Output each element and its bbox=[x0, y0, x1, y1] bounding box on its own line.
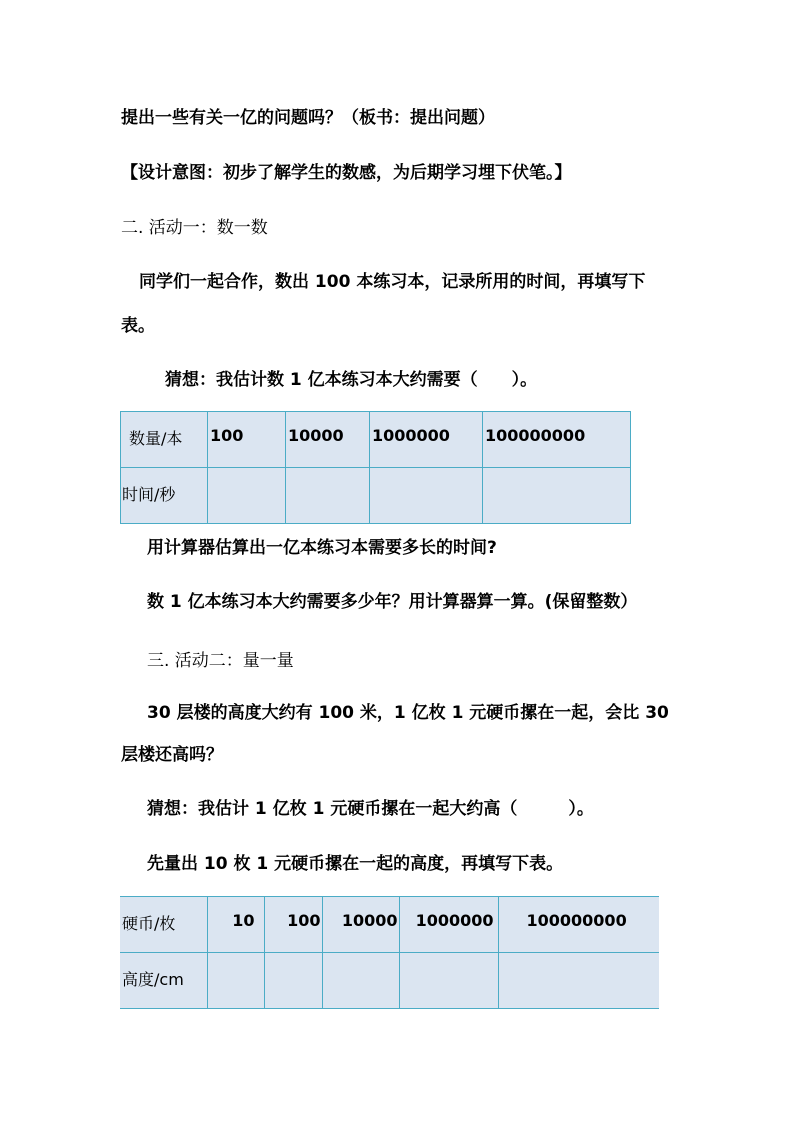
heading-activity-two: 三. 活动二：量一量 bbox=[147, 651, 294, 671]
table-cell: 10 bbox=[207, 897, 264, 953]
table-cell-empty[interactable] bbox=[370, 468, 483, 524]
coin-height-table bbox=[120, 896, 659, 1009]
paragraph-cooperation-line1: 同学们一起合作，数出 100 本练习本，记录所用的时间，再填写下 bbox=[139, 272, 646, 292]
paragraph-measure-coins: 先量出 10 枚 1 元硬币摞在一起的高度，再填写下表。 bbox=[147, 854, 564, 874]
heading-activity-one: 二. 活动一：数一数 bbox=[121, 218, 268, 238]
table-row bbox=[121, 468, 631, 524]
table-row bbox=[120, 953, 659, 1009]
counting-table bbox=[120, 411, 631, 524]
table-cell: 10000 bbox=[286, 412, 370, 468]
table-cell: 10000 bbox=[322, 897, 399, 953]
paragraph-guess-books: 猜想：我估计数 1 亿本练习本大约需要（ ）。 bbox=[165, 370, 538, 390]
paragraph-building-line1: 30 层楼的高度大约有 100 米，1 亿枚 1 元硬币摞在一起，会比 30 bbox=[147, 703, 669, 723]
table-cell-empty[interactable] bbox=[264, 953, 322, 1009]
table-header-time: 时间/秒 bbox=[121, 468, 208, 524]
paragraph-guess-coins: 猜想：我估计 1 亿枚 1 元硬币摞在一起大约高（ ）。 bbox=[147, 799, 594, 819]
table-cell-empty[interactable] bbox=[207, 953, 264, 1009]
table-header-coins: 硬币/枚 bbox=[120, 897, 207, 953]
table-cell: 100000000 bbox=[498, 897, 659, 953]
paragraph-calculator-estimate: 用计算器估算出一亿本练习本需要多长的时间? bbox=[147, 538, 497, 558]
table-header-quantity: 数量/本 bbox=[121, 412, 208, 468]
table-cell: 1000000 bbox=[370, 412, 483, 468]
table-header-height: 高度/cm bbox=[120, 953, 207, 1009]
table-cell-empty[interactable] bbox=[322, 953, 399, 1009]
table-cell: 100000000 bbox=[483, 412, 631, 468]
paragraph-years-question: 数 1 亿本练习本大约需要多少年？用计算器算一算。(保留整数） bbox=[147, 592, 638, 612]
paragraph-design-intent: 【设计意图：初步了解学生的数感，为后期学习埋下伏笔。】 bbox=[121, 163, 572, 183]
paragraph-cooperation-line2: 表。 bbox=[121, 316, 155, 336]
table-cell-empty[interactable] bbox=[399, 953, 498, 1009]
table-cell-empty[interactable] bbox=[208, 468, 286, 524]
table-cell: 100 bbox=[208, 412, 286, 468]
table-cell: 1000000 bbox=[399, 897, 498, 953]
table-cell-empty[interactable] bbox=[483, 468, 631, 524]
paragraph-question: 提出一些有关一亿的问题吗？（板书：提出问题） bbox=[121, 108, 495, 128]
paragraph-building-line2: 层楼还高吗？ bbox=[121, 745, 223, 765]
table-cell-empty[interactable] bbox=[498, 953, 659, 1009]
table-cell-empty[interactable] bbox=[286, 468, 370, 524]
table-row bbox=[120, 897, 659, 953]
table-cell: 100 bbox=[264, 897, 322, 953]
table-row bbox=[121, 412, 631, 468]
